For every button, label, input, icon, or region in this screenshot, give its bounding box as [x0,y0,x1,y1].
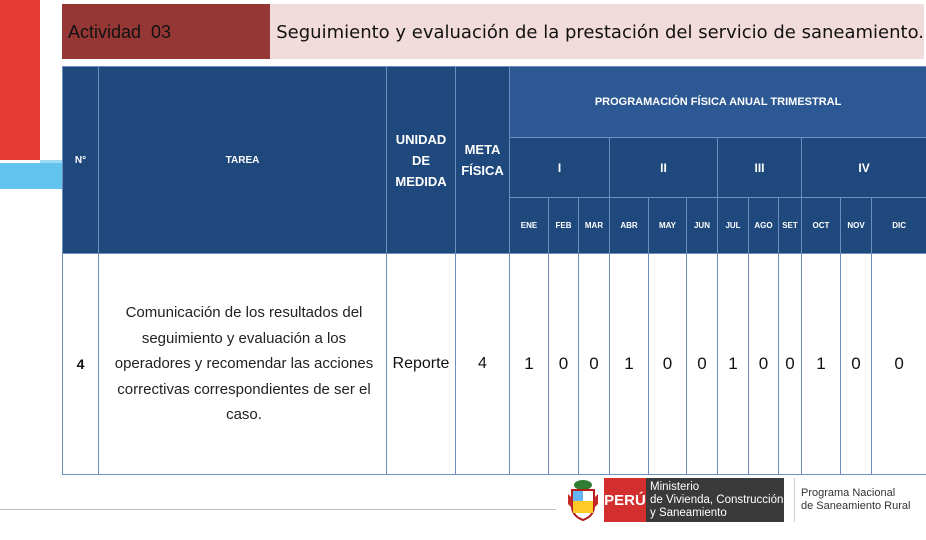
activity-header [62,4,924,59]
month-value: 1 [510,254,549,475]
programming-table [62,66,926,475]
quarter-header: III [718,138,802,198]
month-value: 0 [749,254,779,475]
column-header-meta: META FÍSICA [456,67,510,254]
month-value: 0 [841,254,872,475]
column-header-task: TAREA [99,67,387,254]
month-value: 0 [549,254,579,475]
month-value: 0 [579,254,610,475]
program-name: Programa Nacional de Saneamiento Rural [801,487,911,512]
quarter-header: I [510,138,610,198]
column-header-no: N° [63,67,99,254]
row-number: 4 [63,254,99,475]
peru-badge: PERÚ [604,478,646,522]
month-value: 1 [610,254,649,475]
month-header: SET [779,198,802,254]
ministry-logo [568,476,921,524]
ministry-name: Ministerio de Vivienda, Construcción y Saneamiento [646,478,784,522]
unit-value: Reporte [387,254,456,475]
quarter-header: II [610,138,718,198]
month-header: NOV [841,198,872,254]
column-header-unit: UNIDAD DE MEDIDA [387,67,456,254]
footer-divider [0,509,556,510]
month-value: 0 [649,254,687,475]
month-header: ENE [510,198,549,254]
month-header: OCT [802,198,841,254]
month-header: MAY [649,198,687,254]
month-header: MAR [579,198,610,254]
month-header: JUN [687,198,718,254]
month-header: AGO [749,198,779,254]
month-header: JUL [718,198,749,254]
task-description: Comunicación de los resultados del seguimiento y evaluación a los operadores y recomendar las acciones correctivas correspondientes de ser el caso. [99,254,387,475]
month-value: 1 [802,254,841,475]
month-header: FEB [549,198,579,254]
month-value: 1 [718,254,749,475]
decorative-red-bar [0,0,40,160]
programming-title: PROGRAMACIÓN FÍSICA ANUAL TRIMESTRAL [510,67,926,138]
activity-title: Seguimiento y evaluación de la prestación del servicio de saneamiento. [270,4,924,59]
month-value: 0 [872,254,926,475]
logo-separator [794,478,795,522]
decorative-blue-bar [0,163,62,189]
month-value: 0 [687,254,718,475]
meta-value: 4 [456,254,510,475]
month-header: DIC [872,198,926,254]
activity-label: Actividad 03 [62,4,270,59]
month-value: 0 [779,254,802,475]
month-header: ABR [610,198,649,254]
quarter-header: IV [802,138,926,198]
peru-coat-of-arms-icon [568,478,598,522]
